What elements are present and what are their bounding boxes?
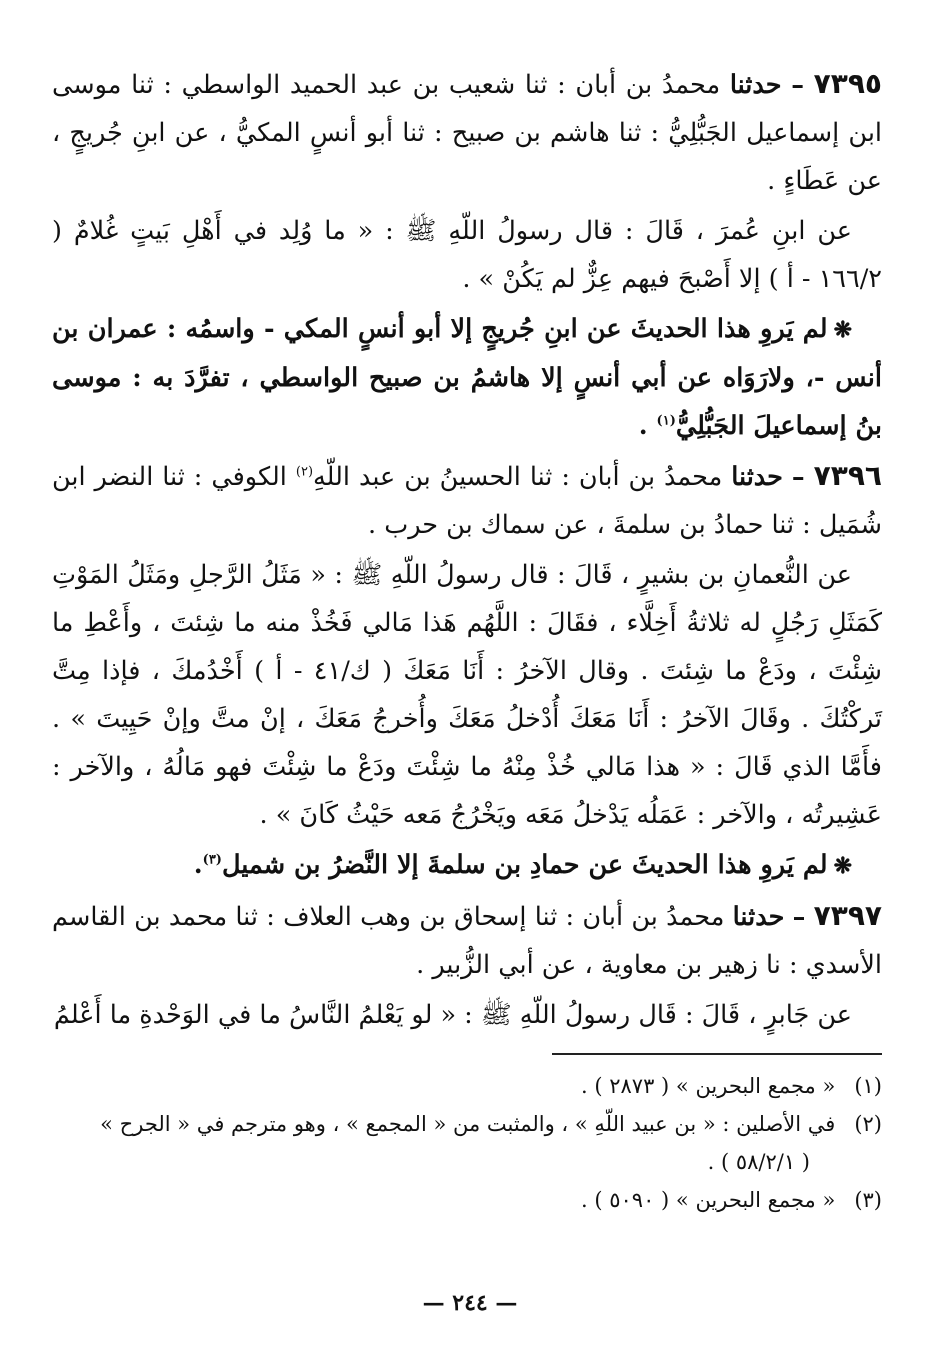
hadith-number: ٧٣٩٧ — [813, 899, 882, 932]
hadith-7395-comment — [52, 305, 882, 450]
hadith-head: حدثنا — [731, 462, 783, 492]
hadith-7395-isnad — [52, 60, 882, 205]
dash: – — [791, 462, 805, 492]
hadith-7397-matn: عن جَابرٍ ، قَالَ : قَال رسولُ اللّهِ ﷺ : « لو يَعْلمُ النَّاسُ ما في الوَحْدةِ ما أَعْلمُ — [53, 1000, 852, 1030]
dash: – — [792, 902, 806, 932]
hadith-number: ٧٣٩٦ — [813, 459, 882, 492]
comment-end: . — [638, 411, 648, 441]
dash: – — [791, 70, 804, 100]
footnote-ref-2: (٢) — [295, 464, 314, 480]
hadith-7396-isnad — [52, 452, 882, 549]
comment-text: لم يَروِ هذا الحديثَ عن ابنِ جُريجٍ إلا أبو أنسٍ المكي - واسمُه : عمران بن أنس -، ولارَوَاه عن أبي أنسٍ إلا هاشمُ بن صبيح الواسطي ، تفرَّدَ به : موسى بنُ إسماعيلَ الجَبُّلِيُّ — [52, 314, 882, 441]
hadith-7396-matn: عن النُّعمانِ بن بشيرٍ ، قَالَ : قال رسولُ اللّهِ ﷺ : « مَثَلُ الرَّجلِ ومَثَلُ المَوْتِ كَمَثَلِ رَجُلٍ له ثلاثةُ أَخِلَّاء ، فقَالَ : اللَّهُم هَذا مَالي فَخُذْ منه ما شِئتَ ، وأَعْطِ ما شِئْتَ ، ودَعْ ما شِئتَ . وقال الآخرُ : أَنَا مَعَكَ ( ك/٤١ - أ ) أَخْدُمكَ ، فإذا مِتَّ تَركْتُكَ . وقَالَ الآخرُ : أَنَا مَعَكَ أُدْخلُ مَعَكَ وأُخرجُ مَعَكَ ، إنْ متَّ وإنْ حَيِيتَ » . فأَمَّا الذي قَالَ : « هذا مَالي خُذْ مِنْهُ ما شِئْتَ ودَعْ ما شِئْتَ فهو مَالُهُ ، والآخر : عَشِيرتُه ، والآخر : عَمَلُه يَدْخلُ مَعَه ويَخْرُجُ مَعه حَيْثُ كَانَ » . — [52, 560, 882, 830]
footnote-2 — [52, 1105, 882, 1143]
isnad-text: محمدُ بن أبان : ثنا شعيب بن عبد الحميد الواسطي : ثنا موسى ابن إسماعيل الجَبُّلِيُّ : ثنا هاشم بن صبيح : ثنا أبو أنسٍ المكيُّ ، عن ابنِ جُريجٍ ، عن عَطَاءٍ . — [52, 70, 882, 196]
footnote-number: (١) — [854, 1074, 882, 1098]
hadith-number: ٧٣٩٥ — [813, 67, 883, 100]
comment-end: . — [193, 850, 203, 880]
footnote-ref-3: (٣) — [202, 852, 222, 868]
comment-text: لم يَروِ هذا الحديثَ عن حمادِ بن سلمةَ إلا النَّضرُ بن شميل — [221, 850, 828, 880]
comment-mark-icon: ❋ — [833, 853, 852, 879]
footnote-number: (٢) — [854, 1112, 882, 1136]
hadith-7397-isnad — [52, 892, 882, 989]
hadith-head: حدثنا — [732, 902, 785, 932]
footnote-2-continuation: ( ٥٨/٢/١ ) . — [707, 1150, 810, 1174]
page-number: — ٢٤٤ — — [422, 1290, 518, 1316]
comment-mark-icon: ❋ — [833, 317, 852, 343]
isnad-text: محمدُ بن أبان : ثنا إسحاق بن وهب العلاف : ثنا محمد بن القاسم الأسدي : نا زهير بن معاوية ، عن أبي الزُّبير . — [52, 902, 882, 980]
hadith-7396-comment — [52, 841, 882, 890]
hadith-7395-matn: عن ابنِ عُمرَ ، قَالَ : قال رسولُ اللّهِ ﷺ : « ما وُلِد في أَهْلِ بَيتٍ غُلامٌ ( ١٦٦/٢ - أ ) إلا أَصْبحَ فيهم عِزٌّ لم يَكُنْ » . — [52, 216, 882, 294]
footnote-divider — [552, 1053, 882, 1055]
footnote-text: « مجمع البحرين » ( ٥٠٩٠ ) . — [581, 1188, 836, 1212]
footnote-1 — [52, 1067, 882, 1105]
footnote-text: « مجمع البحرين » ( ٢٨٧٣ ) . — [581, 1074, 836, 1098]
isnad-text-cont: الكوفي : ثنا النضر ابن شُمَيل : ثنا حمادُ بن سلمةَ ، عن سماك بن حرب . — [52, 462, 882, 540]
footnote-3 — [52, 1181, 882, 1219]
isnad-text: محمدُ بن أبان : ثنا الحسينُ بن عبد اللّهِ — [313, 462, 723, 492]
footnote-ref-1: (١) — [656, 413, 676, 429]
footnote-number: (٣) — [854, 1188, 882, 1212]
footnote-text: في الأصلين : « بن عبيد اللّهِ » ، والمثبت من « المجمع » ، وهو مترجم في « الجرح » — [100, 1112, 836, 1136]
hadith-head: حدثنا — [729, 70, 782, 100]
